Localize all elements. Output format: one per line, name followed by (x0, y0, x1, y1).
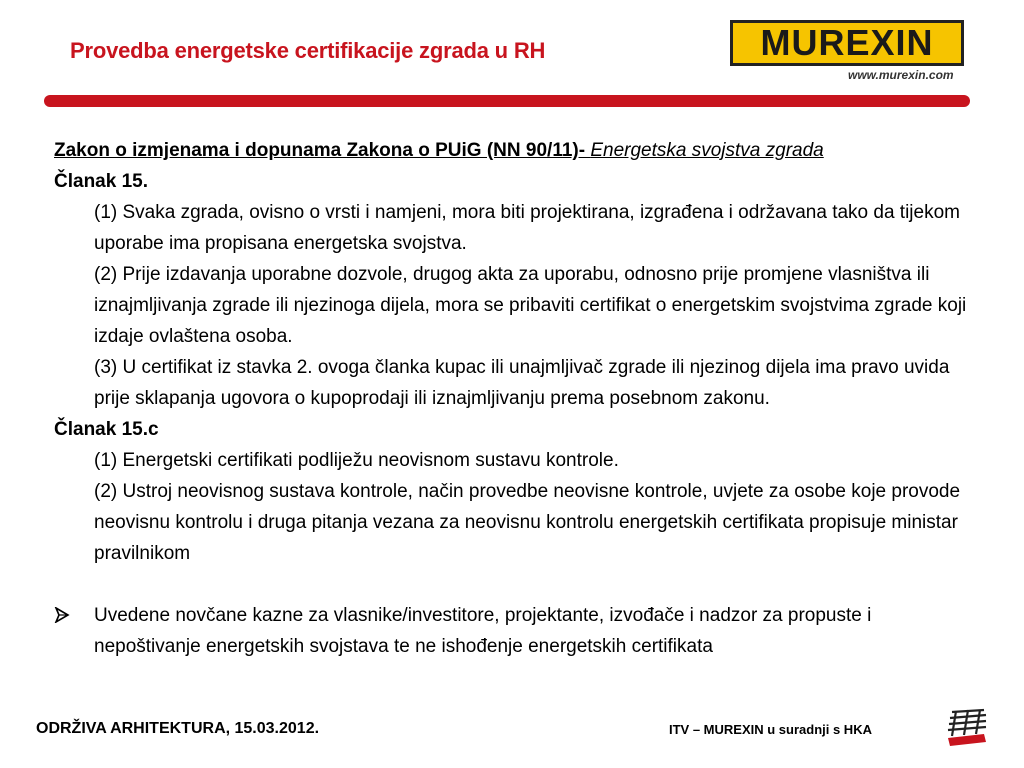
article-15-para-1: (1) Svaka zgrada, ovisno o vrsti i namjeni, mora biti projektirana, izgrađena i održavana tako da tijekom uporabe ima propisana energetska svojstva. (94, 202, 960, 254)
logo-url: www.murexin.com (848, 68, 954, 82)
article-15-title: Članak 15. (54, 171, 148, 192)
spacer (54, 569, 979, 600)
hka-logo-icon (944, 708, 990, 753)
slide-title: Provedba energetske certifikacije zgrada u RH (70, 38, 546, 63)
footer-event: ODRŽIVA ARHITEKTURA, 15.03.2012. (36, 720, 320, 737)
article-15c-para-1: (1) Energetski certifikati podliježu neovisnom sustavu kontrole. (94, 450, 619, 471)
law-heading-italic: Energetska svojstva zgrada (590, 140, 824, 161)
footer-organizers: ITV – MUREXIN u suradnji s HKA (669, 722, 872, 737)
article-15-para-3: (3) U certifikat iz stavka 2. ovoga članka kupac ili unajmljivač zgrade ili njezinog dijela ima pravo uvida prije sklapanja ugovora o kupoprodaji ili iznajmljivanju prema posebnom zakonu. (94, 357, 950, 409)
header-divider-bar (44, 95, 970, 107)
law-heading-bold: Zakon o izmjenama i dopunama Zakona o PUiG (NN 90/11)- (54, 140, 591, 161)
bullet-text: Uvedene novčane kazne za vlasnike/investitore, projektante, izvođače i nadzor za propuste i nepoštivanje energetskih svojstava te ne ishođenje energetskih certifikata (94, 605, 872, 657)
arrow-bullet-icon (54, 600, 94, 662)
bullet-item (54, 600, 979, 662)
murexin-logo (730, 20, 964, 66)
article-15c-title: Članak 15.c (54, 419, 159, 440)
law-heading (54, 135, 979, 166)
slide-content (54, 135, 979, 662)
article-15c-para-2: (2) Ustroj neovisnog sustava kontrole, način provedbe neovisne kontrole, uvjete za osobe koje provode neovisnu kontrolu i druga pitanja vezana za neovisnu kontrolu energetskih certifikata propisuje ministar pravilnikom (94, 481, 961, 564)
logo-text: MUREXIN (760, 22, 934, 63)
article-15-para-2: (2) Prije izdavanja uporabne dozvole, drugog akta za uporabu, odnosno prije promjene vlasništva ili iznajmljivanja zgrade ili njezinoga dijela, mora se pribaviti certifikat o energetskim svojstvima zgrade koji izdaje ovlaštena osoba. (94, 264, 967, 347)
